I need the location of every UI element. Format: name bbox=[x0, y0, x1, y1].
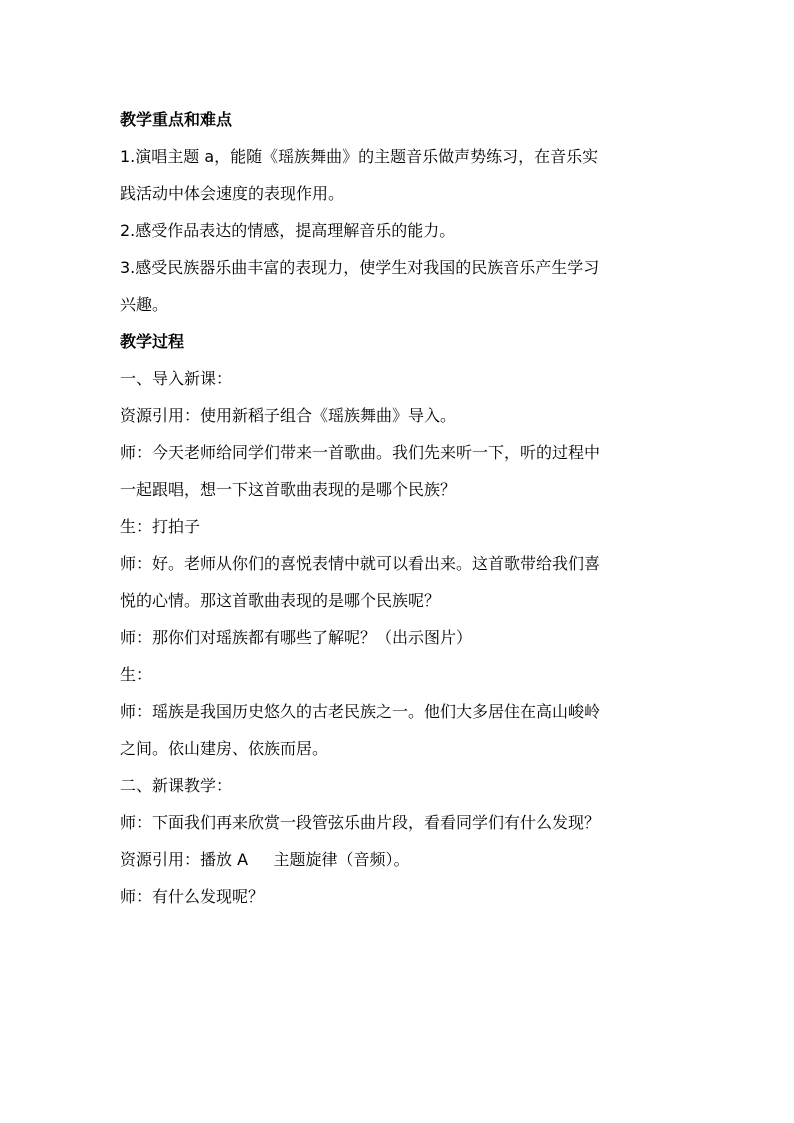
paragraph-line: 兴趣。 bbox=[120, 295, 169, 314]
section-heading-key-points: 教学重点和难点 bbox=[120, 110, 233, 129]
paragraph-line: 生：打拍子 bbox=[120, 517, 201, 536]
paragraph-line: 师：那你们对瑶族都有哪些了解呢？（出示图片） bbox=[120, 628, 473, 647]
paragraph-line: 师：瑶族是我国历史悠久的古老民族之一。他们大多居住在高山峻岭 bbox=[120, 702, 601, 721]
paragraph-line: 二、新课教学： bbox=[120, 776, 233, 795]
paragraph-line: 一、导入新课： bbox=[120, 369, 233, 388]
paragraph-line: 践活动中体会速度的表现作用。 bbox=[120, 184, 345, 203]
paragraph-line: 3.感受民族器乐曲丰富的表现力，使学生对我国的民族音乐产生学习 bbox=[120, 258, 600, 277]
paragraph-line: 资源引用：使用新稻子组合《瑶族舞曲》导入。 bbox=[120, 406, 457, 425]
paragraph-line: 师：下面我们再来欣赏一段管弦乐曲片段，看看同学们有什么发现？ bbox=[120, 813, 601, 832]
paragraph-line: 之间。依山建房、依族而居。 bbox=[120, 739, 329, 758]
paragraph-line: 师：好。老师从你们的喜悦表情中就可以看出来。这首歌带给我们喜 bbox=[120, 554, 601, 573]
paragraph-line: 一起跟唱，想一下这首歌曲表现的是哪个民族？ bbox=[120, 480, 457, 499]
paragraph-line: 师：有什么发现呢？ bbox=[120, 887, 265, 906]
paragraph-line: 师：今天老师给同学们带来一首歌曲。我们先来听一下，听的过程中 bbox=[120, 443, 601, 462]
paragraph-line: 资源引用：播放 A 主题旋律（音频）。 bbox=[120, 850, 410, 869]
paragraph-line: 1.演唱主题 a，能随《瑶族舞曲》的主题音乐做声势练习，在音乐实 bbox=[120, 147, 599, 166]
document-body bbox=[120, 101, 680, 915]
paragraph-line: 2.感受作品表达的情感，提高理解音乐的能力。 bbox=[120, 221, 456, 240]
paragraph-line: 生： bbox=[120, 665, 153, 684]
section-heading-teaching-process: 教学过程 bbox=[120, 332, 185, 351]
paragraph-line: 悦的心情。那这首歌曲表现的是哪个民族呢？ bbox=[120, 591, 441, 610]
